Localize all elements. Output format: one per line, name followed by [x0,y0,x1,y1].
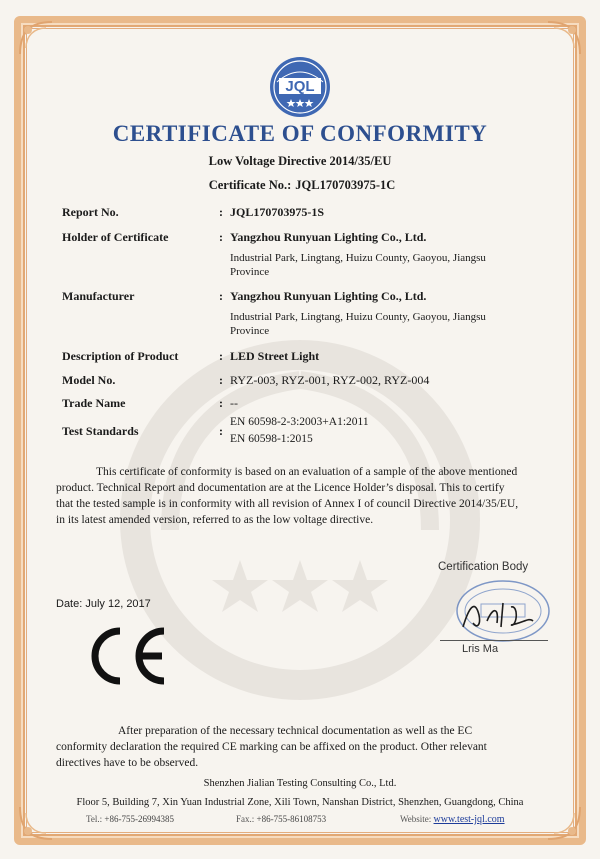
directive-subtitle: Low Voltage Directive 2014/35/EU [208,154,392,168]
field-colon: : [219,349,223,363]
field-label: Manufacturer [62,289,135,303]
approval-stamp [433,577,551,647]
footer-fax [236,814,326,824]
logo-text: JQL [285,78,315,95]
website-label: Website: [400,814,432,824]
tel-value: +86-755-26994385 [104,814,174,824]
field-value: LED Street Light [230,349,320,363]
corner-ornament-icon [544,18,584,58]
footer-website [400,814,505,825]
statement-line: This certificate of conformity is based on an evaluation of a sample of the above mentioned [96,466,518,478]
field-colon: : [219,396,223,410]
declaration-line: After preparation of the necessary technical documentation as well as the EC [118,725,473,737]
field-colon: : [219,230,223,244]
address-line: Industrial Park, Lingtang, Huizu County, Gaoyou, Jiangsu [230,311,486,323]
fax-label: Fax.: [236,814,255,824]
field-label: Holder of Certificate [62,230,169,244]
field-value: RYZ-003, RYZ-001, RYZ-002, RYZ-004 [230,373,430,387]
footer-tel [86,814,174,824]
fax-value: +86-755-86108753 [256,814,327,824]
certificate-title: CERTIFICATE OF CONFORMITY [112,121,488,146]
corner-ornament-icon [16,803,56,843]
field-value: Yangzhou Runyuan Lighting Co., Ltd. [230,289,427,303]
standard-item: EN 60598-1:2015 [230,433,313,445]
address-line: Industrial Park, Lingtang, Huizu County, Gaoyou, Jiangsu [230,252,486,264]
field-colon: : [219,289,223,303]
statement-line: product. Technical Report and documentation are at the Licence Holder’s disposal. This to certify [56,482,505,494]
jql-logo [269,56,331,118]
ce-mark-icon [84,625,170,687]
field-label: Report No. [62,205,119,219]
field-label: Model No. [62,373,116,387]
field-label: Test Standards [62,424,139,438]
certificate-number-value: JQL170703975-1C [295,178,396,192]
conformity-statement [56,464,548,528]
field-value: -- [230,396,238,410]
field-colon: : [219,373,223,387]
issue-date: Date: July 12, 2017 [56,598,151,610]
declaration-line: conformity declaration the required CE marking can be affixed on the product. Other relevant [56,741,487,753]
certificate-number [0,178,600,193]
field-label: Trade Name [62,396,126,410]
ce-declaration [56,723,548,771]
standard-item: EN 60598-2-3:2003+A1:2011 [230,416,369,428]
field-label: Description of Product [62,349,179,363]
address-line: Province [230,325,270,337]
manufacturer-address [230,310,530,338]
footer-address: Floor 5, Building 7, Xin Yuan Industrial Zone, Xili Town, Nanshan District, Shenzhen, Guangdong, China [76,797,524,808]
footer-company: Shenzhen Jialian Testing Consulting Co., Ltd. [203,778,397,789]
field-value: JQL170703975-1S [230,205,325,219]
corner-ornament-icon [544,803,584,843]
corner-ornament-icon [16,18,56,58]
field-value: Yangzhou Runyuan Lighting Co., Ltd. [230,230,427,244]
statement-line: that the tested sample is in conformity with all revision of Annex I of council Directive 2014/35/EU, [56,498,519,510]
holder-address [230,251,530,279]
test-standards-values [230,414,530,448]
field-colon: : [219,424,223,438]
field-colon: : [219,205,223,219]
declaration-line: directives have to be observed. [56,757,199,769]
address-line: Province [230,266,270,278]
tel-label: Tel.: [86,814,103,824]
certification-body-label: Certification Body [438,561,529,573]
website-link[interactable]: www.test-jql.com [433,814,505,825]
signatory-name: Lris Ma [462,643,499,655]
signature-line [440,640,548,641]
certificate-number-label: Certificate No.: [208,178,292,192]
statement-line: in its latest amended version, referred to as the low voltage directive. [56,514,374,526]
